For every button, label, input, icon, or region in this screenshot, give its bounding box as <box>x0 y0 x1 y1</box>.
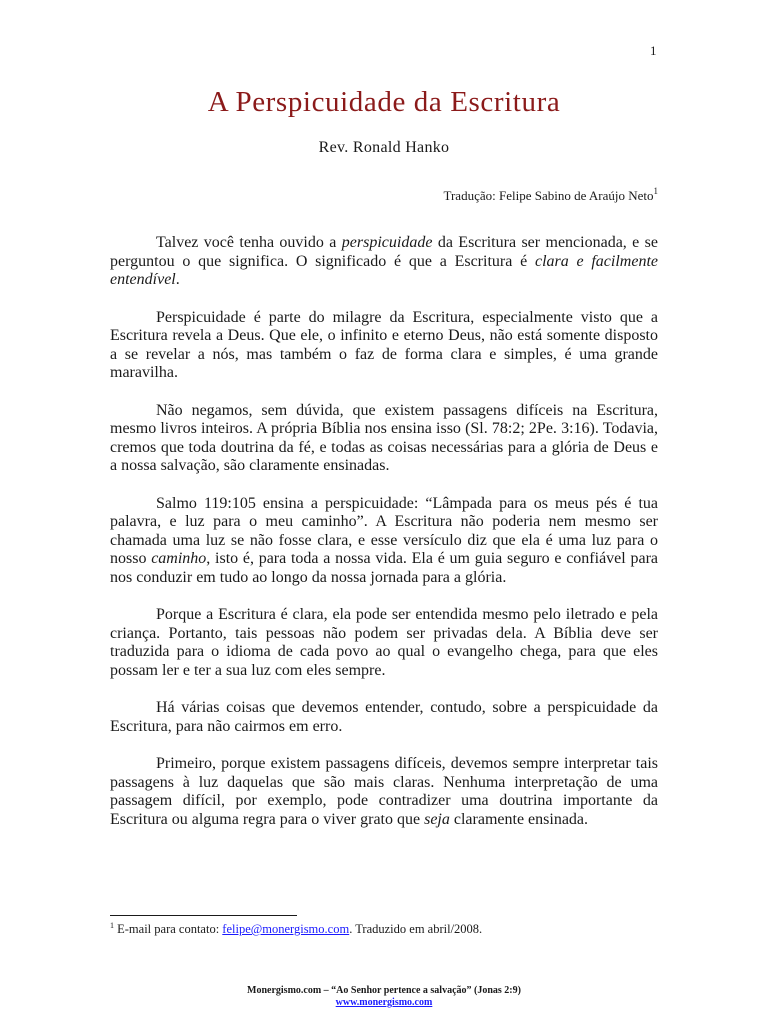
paragraph-7 <box>110 755 658 829</box>
author-name: Rev. Ronald Hanko <box>318 139 450 156</box>
emphasis-text: seja <box>424 810 450 828</box>
footer-website-link[interactable]: www.monergismo.com <box>335 997 433 1008</box>
paragraph-1 <box>110 234 658 290</box>
text-run: claramente ensinada. <box>449 810 589 828</box>
footnote-prefix: E-mail para contato: <box>114 922 223 936</box>
text-run: da Escritura ser mencionada, e se perguntou o que significa. O significado é que a Escritura é <box>110 234 658 270</box>
text-run: Talvez você tenha ouvido a <box>156 234 342 251</box>
translator-text: Tradução: Felipe Sabino de Araújo Neto <box>443 188 654 203</box>
text-run: . <box>175 271 180 288</box>
emphasis-text: perspicuidade <box>341 234 433 251</box>
emphasis-text: caminho <box>151 550 207 567</box>
footnote-divider <box>110 915 297 916</box>
paragraph-6: Há várias coisas que devemos entender, contudo, sobre a perspicuidade da Escritura, para não cairmos em erro. <box>110 699 658 735</box>
text-run: , isto é, para toda a nossa vida. Ela é um guia seguro e confiável para nos conduzir em tudo ao longo da nossa jornada para a glória. <box>110 550 658 586</box>
paragraph-3: Não negamos, sem dúvida, que existem passagens difíceis na Escritura, mesmo livros inteiros. A própria Bíblia nos ensina isso (Sl. 78:2; 2Pe. 3:16). Todavia, cremos que toda doutrina da fé, e todas as coisas necessárias para a glória de Deus e a nossa salvação, são claramente ensinadas. <box>110 401 658 474</box>
page-footer <box>0 985 768 1009</box>
email-link[interactable]: felipe@monergismo.com <box>222 922 350 936</box>
footer-tagline: Monergismo.com – “Ao Senhor pertence a salvação” (Jonas 2:9) <box>247 985 521 996</box>
text-run: Primeiro, porque existem passagens difíceis, devemos sempre interpretar tais passagens à luz daquelas que são mais claras. Nenhuma interpretação de uma passagem difícil, por exemplo, pode contradizer uma doutrina importante da Escritura ou alguma regra para o viver grato que <box>110 755 658 828</box>
page-number: 1 <box>650 43 657 58</box>
body-text <box>110 234 658 848</box>
footnote-ref[interactable]: 1 <box>653 186 658 196</box>
footnote-suffix: . Traduzido em abril/2008. <box>349 922 483 936</box>
footnote <box>110 922 482 937</box>
translator-credit <box>443 188 658 204</box>
footnote-number: 1 <box>110 921 114 930</box>
emphasis-text: clara e facilmente entendível <box>110 252 659 288</box>
paragraph-5: Porque a Escritura é clara, ela pode ser entendida mesmo pelo iletrado e pela criança. Portanto, tais pessoas não podem ser privadas dela. A Bíblia deve ser traduzida para o idioma de cada povo ao qual o evangelho chega, para que eles possam ler e ter a sua luz com eles sempre. <box>110 606 658 679</box>
paragraph-4 <box>110 495 658 588</box>
text-run: Salmo 119:105 ensina a perspicuidade: “Lâmpada para os meus pés é tua palavra, e luz para o meu caminho”. A Escritura não poderia nem mesmo ser chamada uma luz se não fosse clara, e esse versículo diz que ela é uma luz para o nosso <box>110 494 658 567</box>
paragraph-2: Perspicuidade é parte do milagre da Escritura, especialmente visto que a Escritura revela a Deus. Que ele, o infinito e eterno Deus, não está somente disposto a se revelar a nós, mas também o faz de forma clara e simples, é uma grande maravilha. <box>110 308 658 381</box>
document-title: A Perspicuidade da Escritura <box>207 86 561 118</box>
